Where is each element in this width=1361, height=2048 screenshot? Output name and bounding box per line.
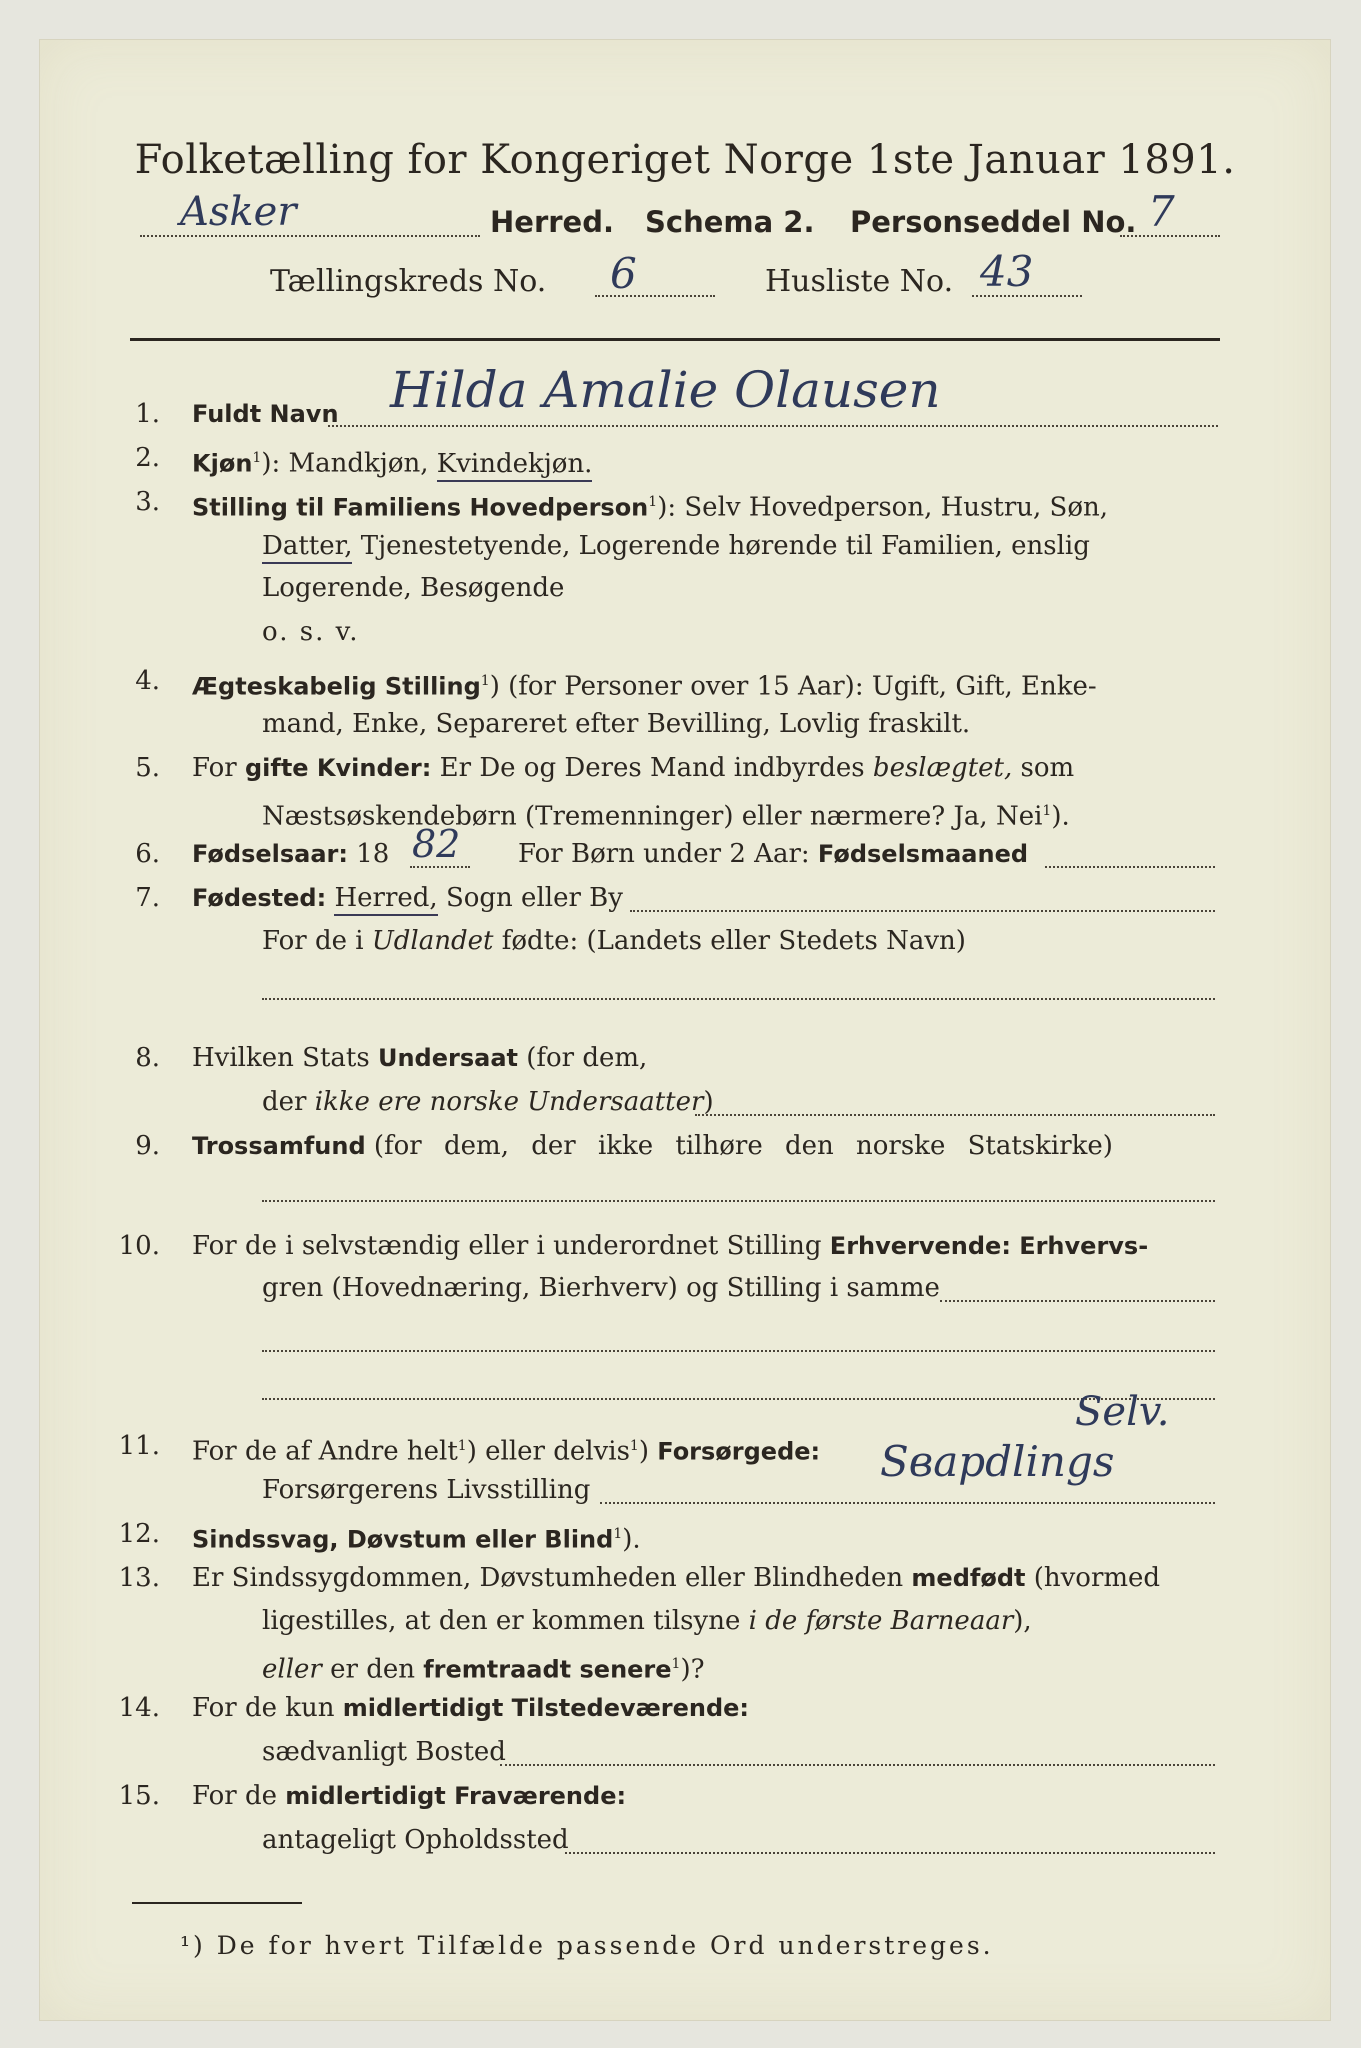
fodested-line3 xyxy=(262,998,1215,1000)
fuldt-navn-label: Fuldt Navn xyxy=(192,400,339,428)
trossamfund-row: Trossamfund (for dem, der ikke tilhøre den norske Statskirke) xyxy=(192,1131,1113,1161)
bosted-line xyxy=(500,1764,1215,1766)
aegteskab-row: Ægteskabelig Stilling$^1$) (for Personer over 15 Aar): Ugift, Gift, Enke- xyxy=(192,671,1097,702)
opholdssted-label: antageligt Opholdssted xyxy=(262,1825,569,1855)
tilstedevaerende-row: For de kun midlertidigt Tilstedeværende: xyxy=(192,1693,750,1723)
fodested-line2: For de i Udlandet fødte: (Landets eller Stedets Navn) xyxy=(262,926,966,956)
erhverv-line3 xyxy=(262,1350,1215,1352)
item-number: 13. xyxy=(118,1563,160,1593)
erhverv-row: For de i selvstændig eller i underordnet Stilling Erhvervende: Erhvervs- xyxy=(192,1231,1149,1261)
medfodt-row: Er Sindssygdommen, Døvstumheden eller Blindheden medfødt (hvormed xyxy=(192,1563,1161,1593)
footnote-rule xyxy=(132,1902,302,1904)
fodselsaar-label: Fødselsaar: 18 xyxy=(192,839,390,869)
kreds-label: Tællingskreds No. xyxy=(270,264,547,299)
herred-value: Asker xyxy=(180,189,297,235)
stilling-line2: Datter, Tjenestetyende, Logerende hørende til Familien, enslig xyxy=(262,530,1090,562)
kvindekjon-underlined: Kvindekjøn. xyxy=(437,449,593,482)
personseddel-label: Personseddel No. xyxy=(850,205,1137,239)
gifte-kvinder-line2: Næstsøskendebørn (Tremenninger) eller nærmere? Ja, Nei$^1$). xyxy=(262,801,1070,832)
kjon-row: Kjøn$^1$): Mandkjøn, Kvindekjøn. xyxy=(192,442,592,480)
livsstilling-label: Forsørgerens Livsstilling xyxy=(262,1475,591,1505)
erhverv-line4 xyxy=(262,1398,1215,1400)
item-number: 9. xyxy=(135,1131,160,1161)
item-number: 10. xyxy=(118,1231,160,1261)
fodested-line xyxy=(630,910,1215,912)
item-number: 14. xyxy=(118,1693,160,1723)
fuldt-navn-value: Hilda Amalie Olausen xyxy=(390,361,941,419)
fodselsaar-line xyxy=(410,866,470,868)
fodested-row: Fødested: Herred, Sogn eller By xyxy=(192,882,623,914)
forsorgede-value: Selv. xyxy=(1075,1389,1170,1435)
bosted-label: sædvanligt Bosted xyxy=(262,1737,506,1767)
item-number: 3. xyxy=(135,487,160,517)
fodselsaar-value: 82 xyxy=(412,822,461,866)
undersaat-line2: der ikke ere norske Undersaatter) xyxy=(262,1087,714,1117)
trossamfund-line xyxy=(262,1200,1215,1202)
item-number: 5. xyxy=(135,753,160,783)
item-number: 12. xyxy=(118,1519,160,1549)
livsstilling-value: Sварdlings xyxy=(880,1437,1115,1486)
stilling-row: Stilling til Familiens Hovedperson$^1$): Selv Hovedperson, Hustru, Søn, xyxy=(192,492,1109,523)
kreds-value: 6 xyxy=(610,249,637,298)
fodselsmaaned-label: For Børn under 2 Aar: Fødselsmaaned xyxy=(518,839,1029,869)
footnote: ¹) De for hvert Tilfælde passende Ord understreges. xyxy=(180,1931,994,1960)
opholdssted-line xyxy=(565,1852,1215,1854)
herred-line xyxy=(140,235,480,237)
fodselsmaaned-line xyxy=(1045,866,1215,868)
fuldt-navn-line xyxy=(328,425,1218,427)
livsstilling-line xyxy=(600,1502,1215,1504)
item-number: 4. xyxy=(135,666,160,696)
item-number: 15. xyxy=(118,1781,160,1811)
herred-underlined: Herred, xyxy=(334,883,437,916)
sindssvag-row: Sindssvag, Døvstum eller Blind$^1$). xyxy=(192,1524,641,1555)
stilling-line3: Logerende, Besøgende xyxy=(262,573,565,603)
item-number: 1. xyxy=(135,399,160,429)
header-rule xyxy=(130,338,1220,341)
erhverv-line xyxy=(940,1300,1215,1302)
personseddel-value: 7 xyxy=(1148,187,1175,236)
form-title: Folketælling for Kongeriget Norge 1ste Januar 1891. xyxy=(134,137,1236,183)
fravaerende-row: For de midlertidigt Fraværende: xyxy=(192,1781,627,1811)
gifte-kvinder-row: For gifte Kvinder: Er De og Deres Mand indbyrdes beslægtet, som xyxy=(192,753,1075,783)
census-form-sheet xyxy=(40,40,1330,2020)
datter-underlined: Datter, xyxy=(262,531,352,564)
schema-label: Schema 2. xyxy=(645,205,815,239)
item-number: 6. xyxy=(135,839,160,869)
husliste-value: 43 xyxy=(980,247,1034,296)
forsorgede-row: For de af Andre helt$^1$) eller delvis$^1$) Forsørgede: xyxy=(192,1436,821,1467)
herred-label: Herred. xyxy=(490,205,614,239)
stilling-line4: o. s. v. xyxy=(262,617,360,647)
item-number: 2. xyxy=(135,443,160,473)
item-number: 7. xyxy=(135,883,160,913)
undersaat-row: Hvilken Stats Undersaat (for dem, xyxy=(192,1043,648,1073)
item-number: 11. xyxy=(118,1431,160,1461)
item-number: 8. xyxy=(135,1043,160,1073)
aegteskab-line2: mand, Enke, Separeret efter Bevilling, Lovlig fraskilt. xyxy=(262,709,971,739)
husliste-label: Husliste No. xyxy=(765,264,954,299)
undersaat-line xyxy=(695,1114,1215,1116)
medfodt-line2: ligestilles, at den er kommen tilsyne i de første Barneaar), xyxy=(262,1606,1032,1636)
medfodt-line3: eller er den fremtraadt senere$^1$)? xyxy=(262,1654,705,1685)
erhverv-line2: gren (Hovednæring, Bierhverv) og Stilling i samme xyxy=(262,1273,940,1303)
